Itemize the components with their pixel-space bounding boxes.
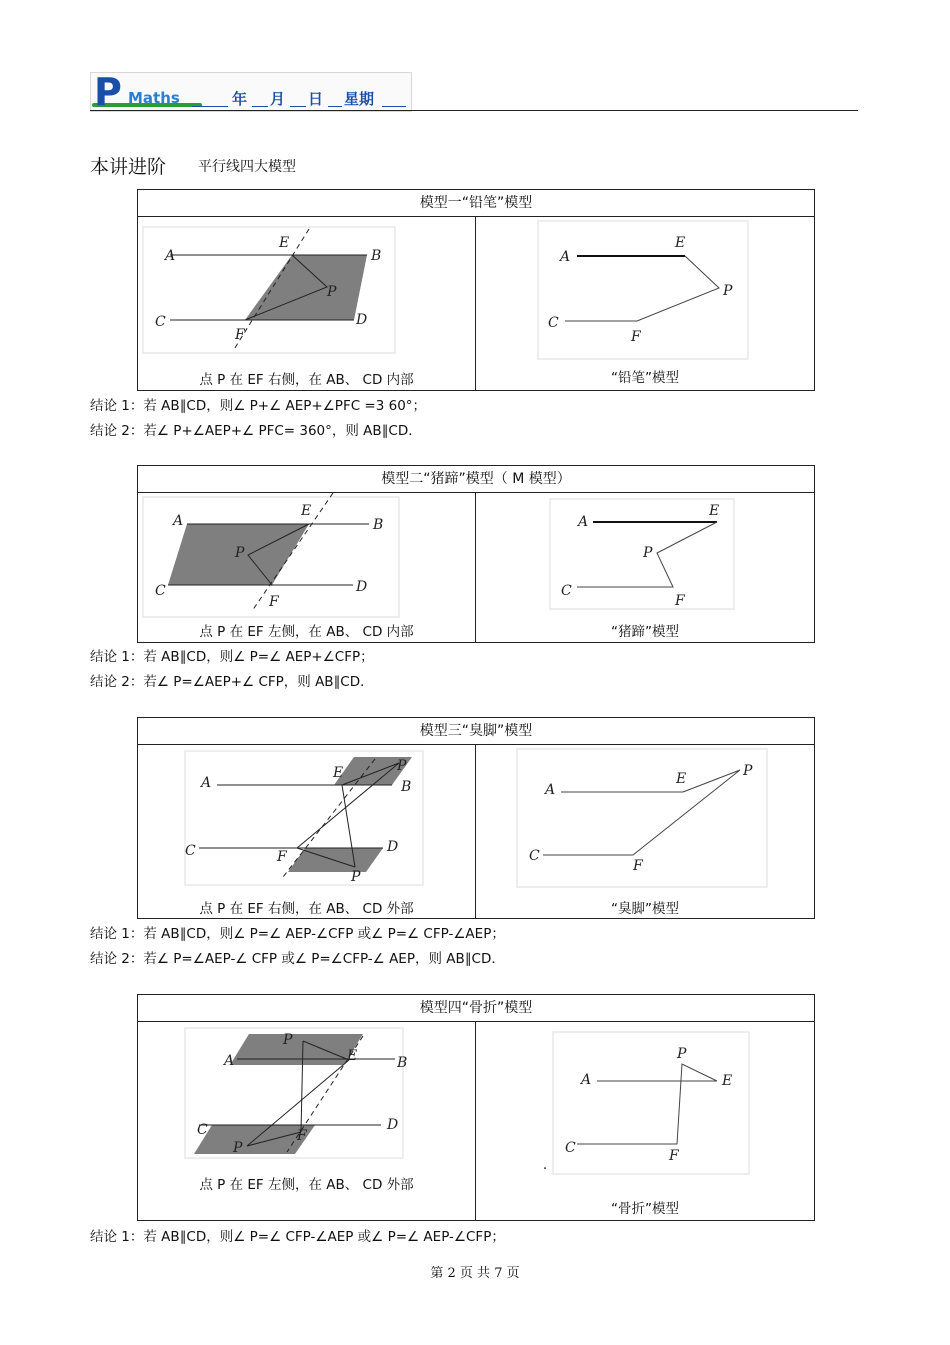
model-2-label-f: F [269, 594, 279, 610]
model-2-r-label-a: A [578, 514, 589, 530]
model-1-label-p: P [327, 284, 337, 300]
model-4-label-d: D [387, 1117, 399, 1133]
model-3-r-label-a: A [545, 782, 556, 798]
model-4-label-a: A [224, 1053, 235, 1069]
model-3-label-p2: P [351, 869, 361, 885]
model-1-r-label-p: P [723, 283, 733, 299]
model-2-label-e: E [301, 503, 312, 519]
model-2-label-c: C [155, 583, 166, 599]
model-3-r-label-c: C [529, 848, 540, 864]
model-2-label-a: A [173, 513, 184, 529]
date-blank-end [382, 106, 406, 107]
model-1-label-a: A [165, 248, 176, 264]
section-title: 本讲进阶 [90, 156, 167, 178]
model-3-title: 模型三“臭脚”模型 [138, 718, 814, 745]
date-blank-year [192, 106, 228, 107]
model-1-figures [137, 189, 813, 389]
model-3-label-b: B [401, 779, 412, 795]
model-4-r-label-f: F [669, 1148, 679, 1164]
model-1-label-c: C [155, 314, 166, 330]
model-3-right-caption: “臭脚”模型 [611, 901, 679, 917]
model-4-label-e: E [347, 1048, 358, 1064]
section-subtitle: 平行线四大模型 [198, 159, 296, 175]
model-3-label-f: F [277, 849, 287, 865]
model-4-label-c: C [197, 1122, 208, 1138]
model-1-conclusion-2: 结论 2：若∠ P+∠AEP+∠ PFC= 360°，则 AB∥CD． [90, 423, 422, 439]
model-3-r-path-epfc [543, 770, 740, 855]
model-2-conclusion-1: 结论 1：若 AB∥CD，则∠ P=∠ AEP+∠CFP； [90, 649, 374, 665]
model-3-r-label-f: F [633, 858, 643, 874]
model-1-r-label-e: E [675, 235, 686, 251]
model-2-figures [137, 465, 813, 641]
model-1-right-frame [538, 221, 748, 359]
model-1-title: 模型一“铅笔”模型 [138, 190, 814, 217]
date-blank-month [252, 106, 268, 107]
model-4-label-p: P [283, 1032, 293, 1048]
model-1-label-f: F [235, 327, 245, 343]
model-4-title: 模型四“骨折”模型 [138, 995, 814, 1022]
date-weekday-label: 星期 [344, 90, 375, 108]
model-2-r-label-e: E [709, 503, 720, 519]
model-4-conclusion-1: 结论 1：若 AB∥CD，则∠ P=∠ CFP-∠AEP 或∠ P=∠ AEP-∠CFP； [90, 1229, 505, 1245]
model-4-r-label-p: P [677, 1046, 687, 1062]
model-1-label-e: E [279, 235, 290, 251]
model-2-r-label-f: F [675, 593, 685, 609]
logo-word: Maths [128, 89, 180, 107]
model-2-label-p: P [235, 545, 245, 561]
date-year-label: 年 [232, 90, 248, 108]
model-2-r-label-c: C [561, 583, 572, 599]
model-1-r-label-a: A [560, 249, 571, 265]
model-3-conclusion-1: 结论 1：若 AB∥CD，则∠ P=∠ AEP-∠CFP 或∠ P=∠ CFP-∠AEP； [90, 926, 505, 942]
model-1-r-label-c: C [548, 315, 559, 331]
model-4-r-path-epfc [577, 1064, 717, 1144]
date-blank-day [290, 106, 306, 107]
model-3-label-p: P [397, 758, 407, 774]
model-3-left-caption: 点 P 在 EF 右侧，在 AB、 CD 外部 [199, 901, 414, 917]
model-4-r-label-e: E [722, 1073, 733, 1089]
model-4-r-label-a: A [581, 1072, 592, 1088]
model-3-conclusion-2: 结论 2：若∠ P=∠AEP-∠ CFP 或∠ P=∠CFP-∠ AEP，则 AB∥CD． [90, 951, 505, 967]
model-1-conclusion-1: 结论 1：若 AB∥CD，则∠ P+∠ AEP+∠PFC =3 60°； [90, 398, 427, 414]
model-1-left-caption: 点 P 在 EF 右侧，在 AB、 CD 内部 [199, 372, 414, 388]
model-1-label-d: D [356, 312, 368, 328]
model-4-label-b: B [397, 1055, 408, 1071]
model-1-right-caption: “铅笔”模型 [611, 370, 679, 386]
model-2-r-label-p: P [643, 545, 653, 561]
model-1-r-label-f: F [631, 329, 641, 345]
model-4-label-p2: P [233, 1140, 243, 1156]
date-day-label: 日 [308, 90, 324, 108]
model-1-r-path-epfc [565, 256, 719, 321]
header-rule [90, 110, 858, 111]
model-2-left-caption: 点 P 在 EF 左侧，在 AB、 CD 内部 [199, 624, 414, 640]
model-4-figures [137, 994, 813, 1219]
model-3-r-label-p: P [743, 763, 753, 779]
model-4-left-caption: 点 P 在 EF 左侧，在 AB、 CD 外部 [199, 1177, 414, 1193]
model-2-conclusion-2: 结论 2：若∠ P=∠AEP+∠ CFP，则 AB∥CD． [90, 674, 374, 690]
model-4-upper-parallelogram [230, 1034, 363, 1065]
model-2-label-d: D [356, 579, 368, 595]
model-2-title: 模型二“猪蹄”模型（ M 模型） [138, 466, 814, 493]
model-2-label-b: B [373, 517, 384, 533]
model-3-r-label-e: E [676, 771, 687, 787]
model-4-label-f: F [297, 1128, 307, 1144]
date-blank-weekday [328, 106, 342, 107]
model-4-right-caption: “骨折”模型 [611, 1201, 679, 1217]
model-4-right-dot: . [542, 1157, 548, 1173]
logo-letter: P [94, 70, 122, 114]
model-4-right-frame [553, 1032, 749, 1174]
model-2-right-caption: “猪蹄”模型 [611, 624, 679, 640]
model-3-figures [137, 717, 813, 917]
model-1-parallelogram [245, 255, 367, 320]
model-3-label-a: A [201, 775, 212, 791]
model-3-label-d: D [387, 839, 399, 855]
date-month-label: 月 [270, 90, 286, 108]
page-footer: 第 2 页 共 7 页 [430, 1266, 520, 1281]
model-3-label-c: C [185, 843, 196, 859]
model-3-label-e: E [333, 765, 344, 781]
model-1-label-b: B [371, 248, 382, 264]
model-4-r-label-c: C [565, 1140, 576, 1156]
